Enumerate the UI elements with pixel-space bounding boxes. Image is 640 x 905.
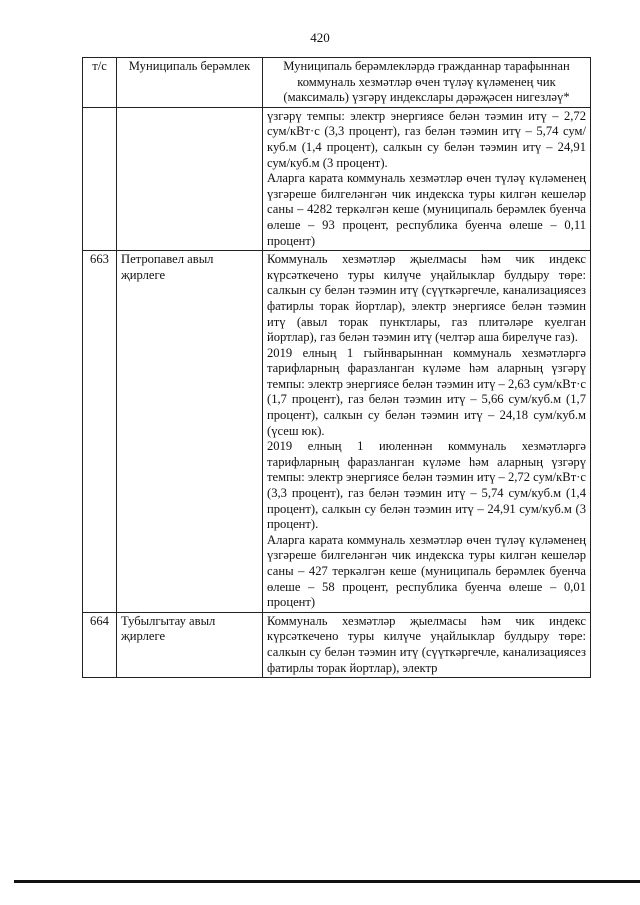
paragraph: Аларга карата коммуналь хезмәтләр өчен түләү күләменең үзгәреше билгеләнгән чик индекска туры килгән кешеләр саны – 427 теркәлгән кеше (муниципаль берәмлек буенча өлеше – 58 процент, республика буенча өлеше – 0,01 процент) [267, 532, 586, 610]
paragraph: Аларга карата коммуналь хезмәтләр өчен түләү күләменең үзгәреше билгеләнгән чик индекска туры килгән кешеләр саны – 4282 теркәлгән кеше (муниципаль берәмлек буенча өлеше – 93 процент, республика буенча өлеше – 0,11 процент) [267, 171, 586, 248]
header-municipality: Муниципаль берәмлек [117, 58, 263, 108]
table-row [83, 612, 591, 677]
tariff-table [82, 57, 591, 678]
row-description-cell [263, 107, 591, 250]
paragraph: 2019 елның 1 июленнән коммуналь хезмәтләргә тарифларның фаразланган күләме һәм аларның үзгәрү темпы: электр энергиясе белән тәэмин итү – 2,72 сум/кВт·с (3,3 процент), газ белән тәэмин итү – 5,74 сум/куб.м (1,4 процент), салкын су белән тәэмин итү – 24,91 сум/куб.м (3 процент). [267, 439, 586, 532]
paragraph: үзгәрү темпы: электр энергиясе белән тәэмин итү – 2,72 сум/кВт·с (3,3 процент), газ белән тәэмин итү – 5,74 сум/куб.м (1,4 процент), салкын су белән тәэмин итү – 24,91 сум/куб.м (3 процент). [267, 108, 586, 170]
table-header-row [83, 58, 591, 108]
row-name-cell: Петропавел авыл җирлеге [117, 251, 263, 613]
row-num-cell [83, 107, 117, 250]
header-num: т/с [83, 58, 117, 108]
paragraph: 2019 елның 1 гыйнварыннан коммуналь хезмәтләргә тарифларның фаразланган күләме һәм аларның үзгәрү темпы: электр энергиясе белән тәэмин итү – 2,63 сум/кВт·с (1,7 процент), газ белән тәэмин итү – 5,66 сум/куб.м (1,7 процент), салкын су белән тәэмин итү – 24,18 сум/куб.м (үсеш юк). [267, 345, 586, 438]
paragraph: Коммуналь хезмәтләр җыелмасы һәм чик индекс күрсәткечено туры килүче уңайлыклар булдыру төре: салкын су белән тәэмин итү (сүүткәргечле, канализациясез фатирлы торак йортлар), электр энергиясе белән тәэмин итү (авыл торак пунктлары, газ плитәләре куелган йортлар), газ белән тәэмин итү (челтәр аша бирелүче газ). [267, 252, 586, 345]
table-row-continuation [83, 107, 591, 250]
row-description-cell [263, 612, 591, 677]
page-bottom-rule [14, 880, 640, 883]
row-num-cell: 663 [83, 251, 117, 613]
table-row [83, 251, 591, 613]
row-name-cell [117, 107, 263, 250]
row-name-cell: Тубылгытау авыл җирлеге [117, 612, 263, 677]
row-description-cell [263, 251, 591, 613]
header-description: Муниципаль берәмлекләрдә гражданнар тарафыннан коммуналь хезмәтләр өчен түләү күләменең чик (максималь) үзгәрү индекслары дәрәҗәсен нигезләү* [263, 58, 591, 108]
page-number: 420 [310, 30, 330, 45]
paragraph: Коммуналь хезмәтләр җыелмасы һәм чик индекс күрсәткечено туры килүче уңайлыклар булдыру төре: салкын су белән тәэмин итү (сүүткәргечле, канализациясез фатирлы торак йортлар), электр [267, 613, 586, 675]
row-num-cell: 664 [83, 612, 117, 677]
